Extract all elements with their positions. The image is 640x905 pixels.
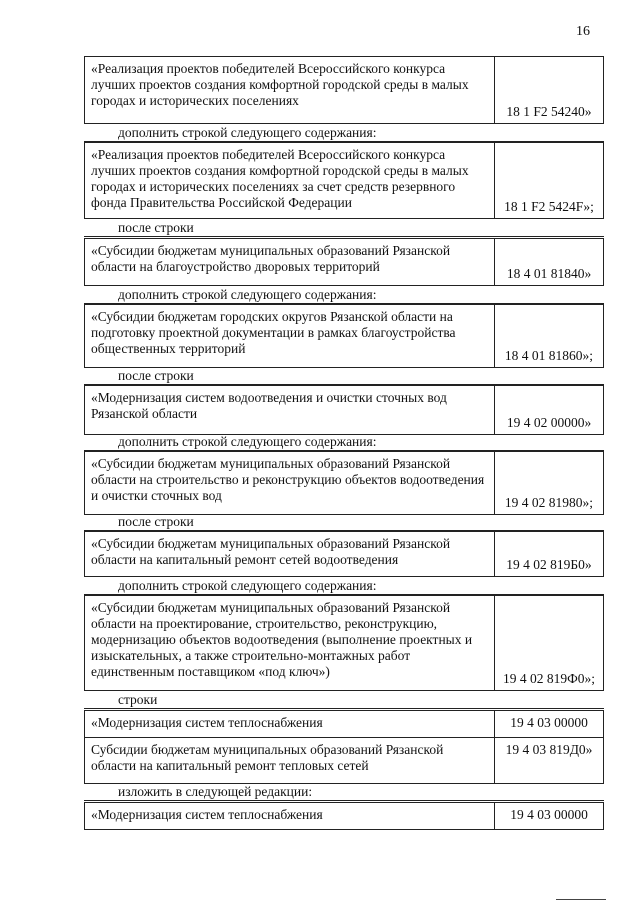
- row-text: «Субсидии бюджетам муниципальных образований Рязанской области на капитальный ремонт сетей водоотведения: [85, 532, 495, 576]
- table-row: [84, 142, 604, 219]
- row-code: 19 4 03 00000: [510, 807, 588, 822]
- instruction: после строки: [84, 220, 604, 237]
- page-number: 16: [576, 24, 590, 39]
- row-text: «Реализация проектов победителей Всероссийского конкурса лучших проектов создания комфортной городской среды в малых городах и исторических поселениях за счет средств резервного фонда Правительства Российской Федерации: [85, 143, 495, 218]
- table-row: [84, 304, 604, 368]
- table-row: [84, 238, 604, 286]
- row-code: 19 4 03 819Д0»: [505, 742, 593, 757]
- table-row: [84, 737, 604, 784]
- row-text: «Субсидии бюджетам муниципальных образований Рязанской области на проектирование, строительство, реконструкцию, модернизацию объектов водоотведения (выполнение проектных и изыскательных, а также строительно-монтажных работ единственным поставщиком «под ключ»): [85, 596, 495, 690]
- row-text: «Модернизация систем теплоснабжения: [85, 803, 495, 829]
- row-code: 18 1 F2 54240»: [506, 104, 592, 119]
- instruction: дополнить строкой следующего содержания:: [84, 434, 604, 451]
- row-text: «Субсидии бюджетам муниципальных образований Рязанской области на благоустройство дворовых территорий: [85, 239, 495, 285]
- table-row: [84, 385, 604, 435]
- row-text: «Модернизация систем водоотведения и очистки сточных вод Рязанской области: [85, 386, 495, 434]
- row-code: 19 4 02 00000»: [506, 415, 592, 430]
- row-code: 18 4 01 81840»: [506, 266, 592, 281]
- row-code: 18 1 F2 5424F»;: [504, 199, 594, 214]
- table-row: [84, 802, 604, 830]
- row-text: «Реализация проектов победителей Всероссийского конкурса лучших проектов создания комфортной городской среды в малых городах и исторических поселениях: [85, 57, 495, 123]
- row-code: 19 4 02 819Ф0»;: [502, 671, 596, 686]
- row-code: 19 4 03 00000: [510, 715, 588, 730]
- table-row: [84, 595, 604, 691]
- table-row: [84, 531, 604, 577]
- table-row: [84, 56, 604, 124]
- instruction: строки: [84, 692, 604, 709]
- table-row: [84, 451, 604, 515]
- instruction: после строки: [84, 514, 604, 531]
- instruction: после строки: [84, 368, 604, 385]
- row-code: 18 4 01 81860»;: [504, 348, 594, 363]
- row-text: «Субсидии бюджетам городских округов Рязанской области на подготовку проектной документации в рамках благоустройства общественных территорий: [85, 305, 495, 367]
- row-code: 19 4 02 81980»;: [504, 495, 594, 510]
- row-text: Субсидии бюджетам муниципальных образований Рязанской области на капитальный ремонт тепловых сетей: [85, 738, 495, 783]
- signature-line: [556, 899, 606, 900]
- instruction: дополнить строкой следующего содержания:: [84, 125, 604, 142]
- row-text: «Модернизация систем теплоснабжения: [85, 711, 495, 737]
- row-text: «Субсидии бюджетам муниципальных образований Рязанской области на строительство и реконструкцию объектов водоотведения и очистки сточных вод: [85, 452, 495, 514]
- instruction: дополнить строкой следующего содержания:: [84, 287, 604, 304]
- instruction: изложить в следующей редакции:: [84, 784, 604, 801]
- row-code: 19 4 02 819Б0»: [506, 557, 592, 572]
- instruction: дополнить строкой следующего содержания:: [84, 578, 604, 595]
- table-row: [84, 710, 604, 738]
